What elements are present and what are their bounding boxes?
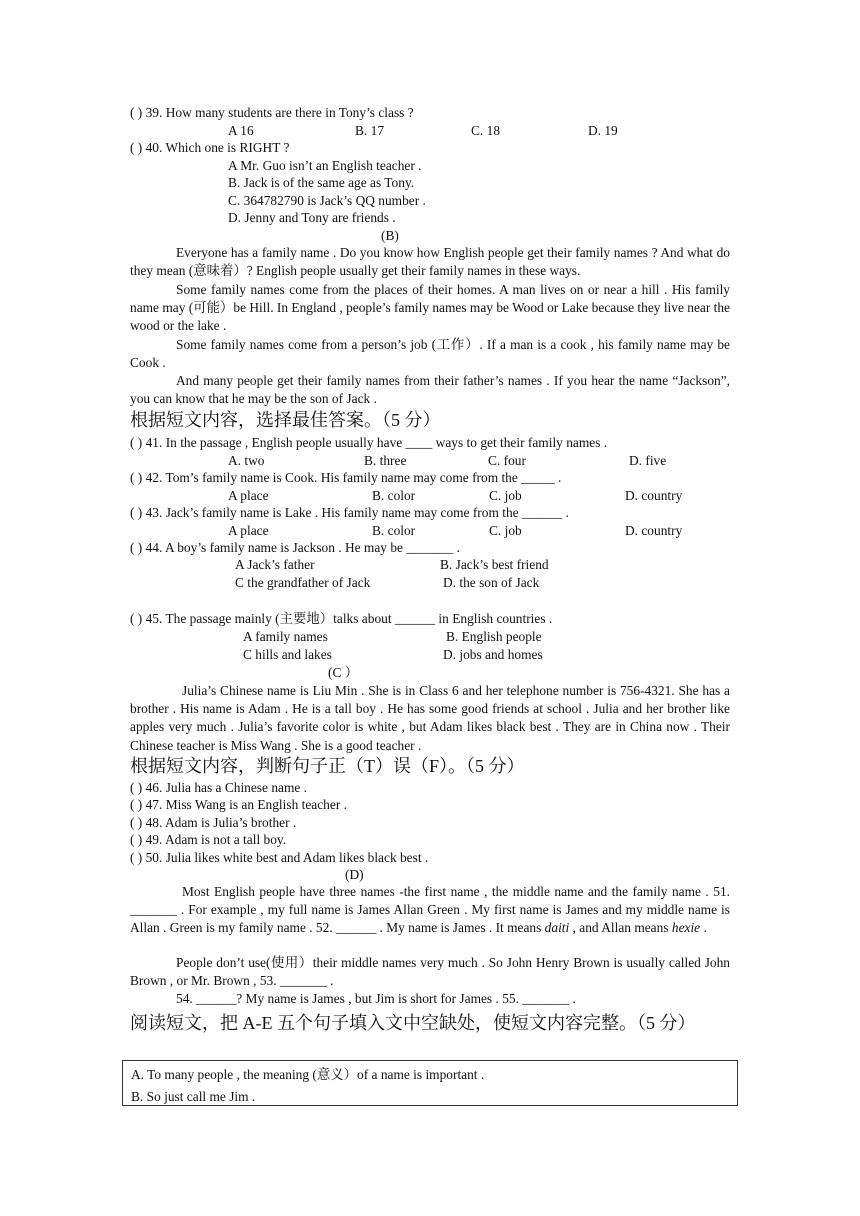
q43-option-d: D. country bbox=[625, 523, 683, 538]
section-c-paragraph: Julia’s Chinese name is Liu Min . She is in Class 6 and her telephone number is 756-4321. She has a brother . His name is Adam . He is a tall boy . He has some good friends at school . Julia and her brother like apples very much . Julia’s favorite color is white , but Adam likes black best . They are in China now . Their Chinese teacher is Miss Wang . She is a good teacher . bbox=[130, 683, 730, 753]
section-b-paragraph-1: Everyone has a family name . Do you know how English people get their family names ? And what do they mean (意味着）? English people usually get their family names in these ways. bbox=[130, 245, 730, 279]
q40-option-d: D. Jenny and Tony are friends . bbox=[228, 210, 396, 225]
sentence-option-a: A. To many people , the meaning (意义）of a name is important . bbox=[131, 1067, 485, 1082]
question-44-stem: ( ) 44. A boy’s family name is Jackson . He may be _______ . bbox=[130, 540, 460, 555]
section-c-instruction: 根据短文内容，判断句子正（T）误（F）。（5 分） bbox=[130, 756, 525, 776]
q42-option-b: B. color bbox=[372, 488, 416, 503]
sentence-option-b: B. So just call me Jim . bbox=[131, 1089, 256, 1104]
q41-option-c: C. four bbox=[488, 453, 526, 468]
q40-option-c: C. 364782790 is Jack’s QQ number . bbox=[228, 193, 426, 208]
question-41-stem: ( ) 41. In the passage , English people usually have ____ ways to get their family names . bbox=[130, 435, 608, 450]
question-43-stem: ( ) 43. Jack’s family name is Lake . His family name may come from the ______ . bbox=[130, 505, 569, 520]
italic-hexie: hexie bbox=[671, 920, 701, 936]
q39-option-c: C. 18 bbox=[471, 123, 501, 138]
q44-option-b: B. Jack’s best friend bbox=[440, 557, 549, 572]
question-50: ( ) 50. Julia likes white best and Adam likes black best . bbox=[130, 850, 429, 865]
question-48: ( ) 48. Adam is Julia’s brother . bbox=[130, 815, 297, 830]
section-d-paragraph-2: People don’t use(使用）their middle names very much . So John Henry Brown is usually called John Brown , or Mr. Brown , 53. _______ . bbox=[130, 955, 730, 989]
q44-option-d: D. the son of Jack bbox=[443, 575, 540, 590]
section-d-paragraph-3: 54. ______? My name is James , but Jim is short for James . 55. _______ . bbox=[176, 991, 576, 1006]
question-39-stem: ( ) 39. How many students are there in Tony’s class ? bbox=[130, 105, 414, 120]
section-d-instruction: 阅读短文，把 A-E 五个句子填入文中空缺处，使短文内容完整。（5 分） bbox=[130, 1013, 696, 1033]
question-40-stem: ( ) 40. Which one is RIGHT ? bbox=[130, 140, 290, 155]
q45-option-b: B. English people bbox=[446, 629, 542, 644]
q44-option-a: A Jack’s father bbox=[235, 557, 315, 572]
q43-option-b: B. color bbox=[372, 523, 416, 538]
q41-option-d: D. five bbox=[629, 453, 667, 468]
section-b-instruction: 根据短文内容，选择最佳答案。（5 分） bbox=[130, 410, 441, 430]
q41-option-a: A. two bbox=[228, 453, 265, 468]
q43-option-a: A place bbox=[228, 523, 269, 538]
section-d-paragraph-1: Most English people have three names -the first name , the middle name and the family name . 51. _______ . For example , my full name is James Allan Green . My first name is James and my middle name is Allan . Green is my family name . 52. ______ . My name is James . It means daiti , and Allan means hexie . bbox=[130, 884, 730, 936]
sentence-options-box bbox=[122, 1060, 738, 1106]
q45-option-c: C hills and lakes bbox=[243, 647, 332, 662]
q45-option-d: D. jobs and homes bbox=[443, 647, 543, 662]
section-b-label: (B) bbox=[381, 228, 399, 243]
section-b-paragraph-2: Some family names come from the places of their homes. A man lives on or near a hill . His family name may (可能）be Hill. In England , people’s family names may be Wood or Lake because they live near the wood or the lake . bbox=[130, 282, 730, 334]
q44-option-c: C the grandfather of Jack bbox=[235, 575, 371, 590]
q40-option-b: B. Jack is of the same age as Tony. bbox=[228, 175, 415, 190]
question-46: ( ) 46. Julia has a Chinese name . bbox=[130, 780, 308, 795]
section-c-label: (C ） bbox=[328, 665, 359, 680]
q40-option-a: A Mr. Guo isn’t an English teacher . bbox=[228, 158, 422, 173]
q39-option-a: A 16 bbox=[228, 123, 254, 138]
q42-option-d: D. country bbox=[625, 488, 683, 503]
q42-option-c: C. job bbox=[489, 488, 522, 503]
q41-option-b: B. three bbox=[364, 453, 407, 468]
q45-option-a: A family names bbox=[243, 629, 328, 644]
question-47: ( ) 47. Miss Wang is an English teacher . bbox=[130, 797, 347, 812]
section-b-paragraph-4: And many people get their family names from their father’s names . If you hear the name “Jackson”, you can know that he may be the son of Jack . bbox=[130, 373, 730, 407]
q43-option-c: C. job bbox=[489, 523, 522, 538]
section-d-label: (D) bbox=[345, 867, 364, 882]
italic-daiti: daiti bbox=[544, 920, 570, 936]
q42-option-a: A place bbox=[228, 488, 269, 503]
q39-option-d: D. 19 bbox=[588, 123, 618, 138]
question-49: ( ) 49. Adam is not a tall boy. bbox=[130, 832, 287, 847]
q39-option-b: B. 17 bbox=[355, 123, 385, 138]
section-b-paragraph-3: Some family names come from a person’s job (工作）. If a man is a cook , his family name may be Cook . bbox=[130, 337, 730, 371]
question-45-stem: ( ) 45. The passage mainly (主要地）talks about ______ in English countries . bbox=[130, 611, 553, 626]
question-42-stem: ( ) 42. Tom’s family name is Cook. His family name may come from the _____ . bbox=[130, 470, 562, 485]
